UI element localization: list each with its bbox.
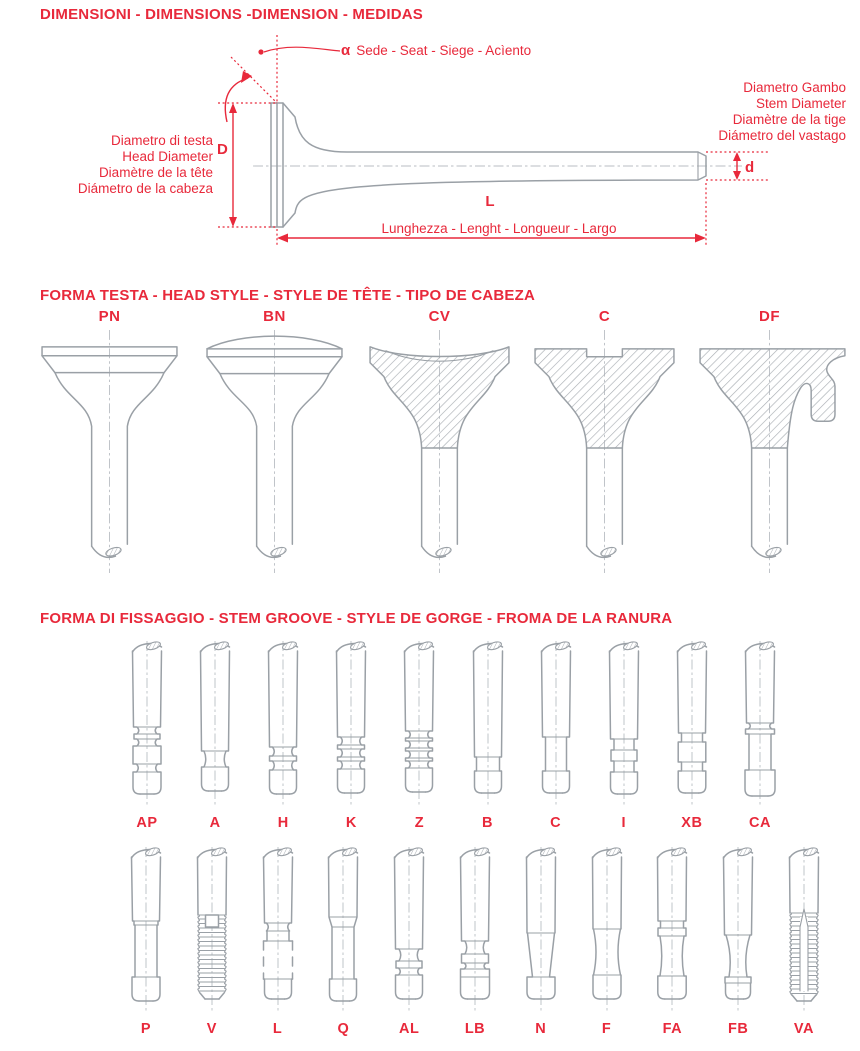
stem-groove-drawing-b	[468, 639, 508, 811]
dimensions-section-title: DIMENSIONI - DIMENSIONS -DIMENSION - MEDIDAS	[40, 6, 423, 23]
head-style-code-bn: BN	[263, 308, 286, 325]
stem-groove-code-b: B	[482, 815, 494, 831]
stem-groove-h	[262, 639, 304, 831]
stem-groove-drawing-i	[604, 639, 644, 811]
stem-groove-code-k: K	[345, 815, 357, 831]
stem-groove-code-h: H	[277, 815, 289, 831]
stem-groove-f	[586, 845, 628, 1037]
stem-groove-k	[330, 639, 372, 831]
stem-groove-drawing-al	[389, 845, 429, 1017]
stem-groove-ap	[126, 639, 168, 831]
valve-dimension-diagram	[0, 25, 860, 275]
stem-groove-fa	[651, 845, 693, 1037]
stem-groove-c	[535, 639, 577, 831]
stem-groove-drawing-v	[192, 845, 232, 1017]
head-style-df	[687, 308, 852, 577]
head-diameter-line-en: Head Diameter	[122, 149, 213, 164]
stem-groove-p	[125, 845, 167, 1037]
stem-groove-code-v: V	[206, 1021, 217, 1037]
stem-groove-xb	[671, 639, 713, 831]
stem-groove-code-q: Q	[337, 1021, 350, 1037]
head-style-bn	[192, 308, 357, 577]
stem-groove-z	[398, 639, 440, 831]
head-style-cv	[357, 308, 522, 577]
stem-groove-q	[322, 845, 364, 1037]
stem-groove-code-ca: CA	[749, 815, 771, 831]
stem-groove-code-xb: XB	[681, 815, 703, 831]
head-diameter-line-es: Diámetro de la cabeza	[77, 181, 213, 196]
stem-groove-code-z: Z	[414, 815, 425, 831]
stem-groove-drawing-va	[784, 845, 824, 1017]
stem-groove-drawing-lb	[455, 845, 495, 1017]
head-diameter-line-it: Diametro di testa	[110, 133, 213, 148]
stem-groove-code-lb: LB	[464, 1021, 486, 1037]
stem-diameter-line-fr: Diamètre de la tige	[732, 112, 846, 127]
stem-groove-row-2	[125, 845, 825, 1037]
head-diameter-label	[30, 133, 213, 197]
stem-groove-section-title: FORMA DI FISSAGGIO - STEM GROOVE - STYLE DE GORGE - FROMA DE LA RANURA	[40, 610, 673, 627]
stem-groove-code-fa: FA	[662, 1021, 683, 1037]
stem-groove-v	[191, 845, 233, 1037]
stem-groove-ca	[739, 639, 781, 831]
stem-groove-code-al: AL	[399, 1021, 420, 1037]
stem-groove-drawing-ca	[740, 639, 780, 811]
stem-groove-i	[603, 639, 645, 831]
stem-groove-drawing-l	[258, 845, 298, 1017]
stem-groove-fb	[717, 845, 759, 1037]
stem-groove-b	[467, 639, 509, 831]
stem-groove-code-i: I	[621, 815, 627, 831]
stem-groove-drawing-k	[331, 639, 371, 811]
stem-groove-code-p: P	[140, 1021, 152, 1037]
stem-groove-drawing-fb	[718, 845, 758, 1017]
head-style-drawing-c	[525, 327, 684, 577]
stem-groove-al	[388, 845, 430, 1037]
seat-label-text: Sede - Seat - Siege - Acìento	[356, 42, 532, 58]
length-label: Lunghezza - Lenght - Longueur - Largo	[381, 221, 617, 236]
head-style-code-pn: PN	[98, 308, 121, 325]
head-diameter-line-fr: Diamètre de la tête	[98, 165, 213, 180]
stem-groove-row-1	[126, 639, 781, 831]
stem-groove-drawing-xb	[672, 639, 712, 811]
stem-groove-drawing-fa	[652, 845, 692, 1017]
stem-groove-drawing-q	[323, 845, 363, 1017]
head-style-code-cv: CV	[428, 308, 451, 325]
alpha-symbol: α	[341, 42, 351, 59]
stem-groove-drawing-c	[536, 639, 576, 811]
stem-groove-code-f: F	[601, 1021, 612, 1037]
stem-groove-drawing-z	[399, 639, 439, 811]
head-style-drawing-df	[690, 327, 849, 577]
head-style-drawing-pn	[30, 327, 189, 577]
stem-groove-code-va: VA	[793, 1021, 814, 1037]
seat-angle-label	[341, 42, 531, 59]
stem-diameter-symbol: d	[745, 159, 755, 176]
stem-groove-va	[783, 845, 825, 1037]
stem-groove-code-n: N	[535, 1021, 547, 1037]
stem-diameter-line-es: Diámetro del vastago	[718, 128, 846, 143]
head-style-section-title: FORMA TESTA - HEAD STYLE - STYLE DE TÊTE - TIPO DE CABEZA	[40, 287, 536, 304]
stem-diameter-label	[586, 80, 846, 144]
stem-groove-a	[194, 639, 236, 831]
stem-groove-lb	[454, 845, 496, 1037]
length-symbol: L	[485, 193, 495, 210]
stem-groove-code-l: L	[272, 1021, 283, 1037]
stem-diameter-line-it: Diametro Gambo	[743, 80, 846, 95]
head-style-code-df: DF	[759, 308, 780, 325]
stem-groove-drawing-f	[587, 845, 627, 1017]
head-style-pn	[27, 308, 192, 577]
head-style-drawing-bn	[195, 327, 354, 577]
stem-groove-drawing-h	[263, 639, 303, 811]
head-diameter-symbol: D	[217, 141, 228, 158]
stem-groove-drawing-p	[126, 845, 166, 1017]
stem-groove-code-c: C	[550, 815, 562, 831]
stem-groove-code-ap: AP	[136, 815, 158, 831]
stem-groove-drawing-n	[521, 845, 561, 1017]
stem-groove-code-a: A	[209, 815, 221, 831]
head-style-c	[522, 308, 687, 577]
stem-groove-l	[257, 845, 299, 1037]
head-style-code-c: C	[598, 308, 611, 325]
head-style-row	[27, 308, 852, 577]
stem-groove-drawing-ap	[127, 639, 167, 811]
stem-groove-code-fb: FB	[728, 1021, 749, 1037]
stem-groove-n	[520, 845, 562, 1037]
stem-diameter-line-en: Stem Diameter	[755, 96, 846, 111]
stem-groove-drawing-a	[195, 639, 235, 811]
head-style-drawing-cv	[360, 327, 519, 577]
